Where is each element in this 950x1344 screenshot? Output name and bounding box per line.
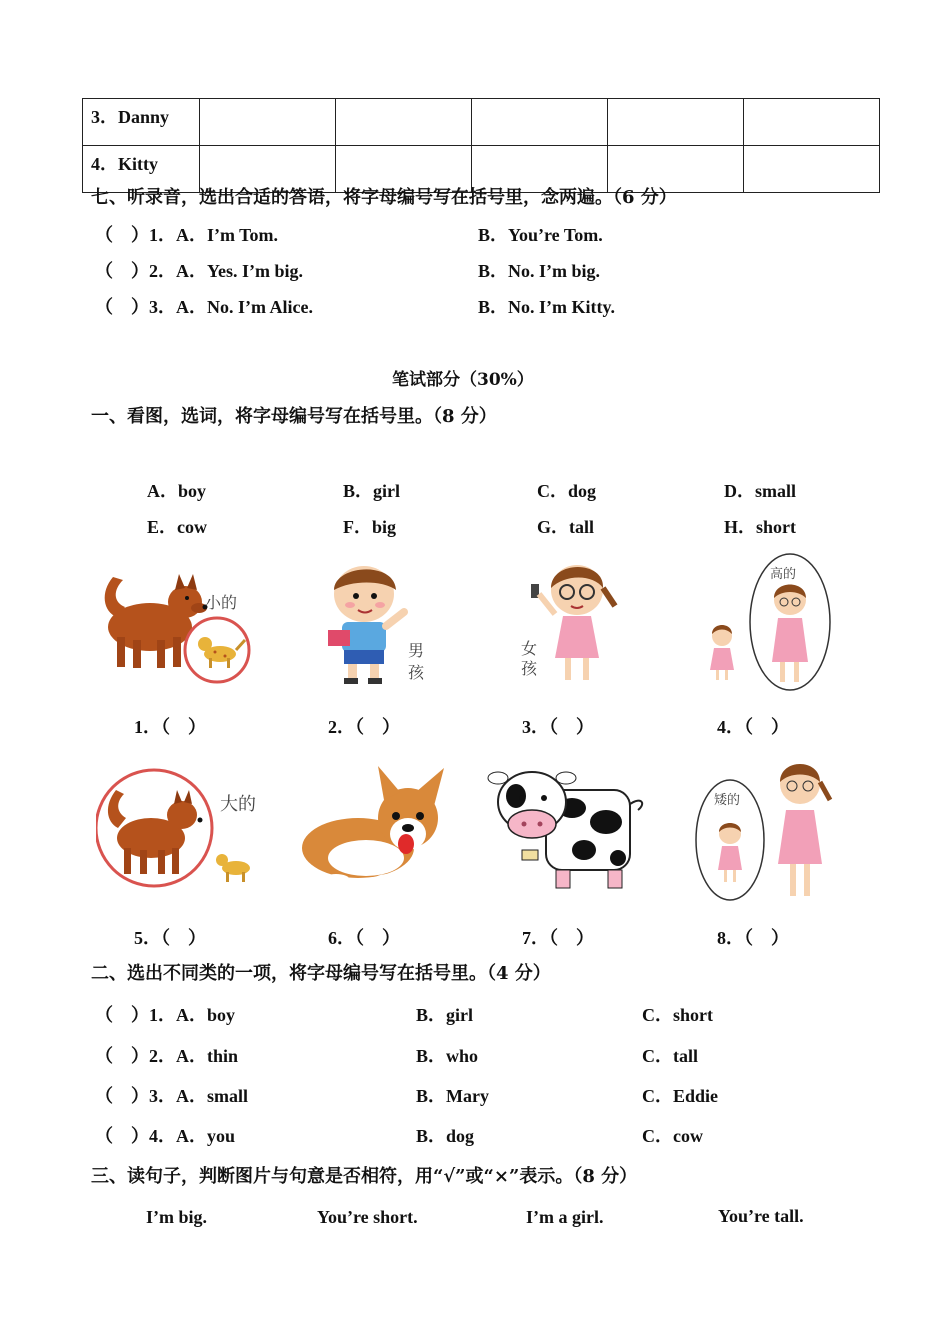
- p2-q3-a: （ ）3．A．small: [95, 1086, 248, 1106]
- label-big: 大的: [220, 794, 256, 815]
- picture-3-girl: [515, 558, 625, 688]
- table-row: [83, 99, 880, 146]
- label-boy-2: 孩: [408, 663, 425, 682]
- label-tall: 高的: [770, 567, 797, 582]
- written-title: 笔试部分（30%）: [392, 370, 534, 390]
- table-cell[interactable]: [336, 99, 472, 146]
- p2-q4-b: B．dog: [416, 1126, 475, 1146]
- s7-q1-b: B．You’re Tom.: [478, 225, 603, 245]
- s7-q3-a: （ ）3．A．No. I’m Alice.: [95, 297, 313, 317]
- sentence-2: You’re short.: [317, 1207, 418, 1227]
- label-short: 矮的: [714, 793, 741, 808]
- option-a: A．boy: [147, 481, 207, 501]
- s7-q2-a: （ ）2．A．Yes. I’m big.: [95, 261, 304, 281]
- option-f: F．big: [343, 517, 397, 537]
- answer-4[interactable]: 4．（ ）: [717, 717, 789, 737]
- answer-8[interactable]: 8．（ ）: [717, 928, 789, 948]
- picture-7-cow: [486, 760, 652, 895]
- label-girl-2: 孩: [521, 659, 538, 678]
- label-small: 小的: [205, 593, 238, 612]
- option-d: D．small: [724, 481, 796, 501]
- table-cell[interactable]: [744, 146, 880, 193]
- table-cell[interactable]: [472, 99, 608, 146]
- label-boy-1: 男: [408, 641, 425, 660]
- s7-q2-b: B．No. I’m big.: [478, 261, 601, 281]
- answer-table: [82, 98, 880, 193]
- section7-heading: 七、听录音，选出合适的答语，将字母编号写在括号里，念两遍。（6 分）: [91, 187, 677, 208]
- sentence-3: I’m a girl.: [526, 1207, 604, 1227]
- label-girl-1: 女: [521, 639, 538, 658]
- answer-6[interactable]: 6．（ ）: [328, 928, 400, 948]
- answer-2[interactable]: 2．（ ）: [328, 717, 400, 737]
- p2-q1-c: C．short: [642, 1005, 713, 1025]
- answer-1[interactable]: 1．（ ）: [134, 717, 206, 737]
- sentence-4: You’re tall.: [718, 1206, 804, 1226]
- p2-q3-b: B．Mary: [416, 1086, 489, 1106]
- p2-q2-c: C．tall: [642, 1046, 698, 1066]
- p2-q2-b: B．who: [416, 1046, 479, 1066]
- table-cell[interactable]: [744, 99, 880, 146]
- p2-q4-a: （ ）4．A．you: [95, 1126, 236, 1146]
- part2-heading: 二、选出不同类的一项，将字母编号写在括号里。（4 分）: [91, 963, 551, 984]
- row-name: 4．Kitty: [83, 146, 200, 193]
- picture-4-tall: [694, 552, 839, 694]
- table-cell[interactable]: [200, 99, 336, 146]
- answer-3[interactable]: 3．（ ）: [522, 717, 594, 737]
- part3-heading: 三、读句子，判断图片与句意是否相符，用“√”或“×”表示。（8 分）: [91, 1166, 638, 1187]
- p2-q1-b: B．girl: [416, 1005, 473, 1025]
- p2-q1-a: （ ）1．A．boy: [95, 1005, 236, 1025]
- sentence-1: I’m big.: [146, 1207, 208, 1227]
- option-b: B．girl: [343, 481, 400, 501]
- picture-6-dog: [296, 762, 456, 892]
- row-name: 3．Danny: [83, 99, 200, 146]
- option-c: C．dog: [537, 481, 597, 501]
- p2-q3-c: C．Eddie: [642, 1086, 719, 1106]
- answer-5[interactable]: 5．（ ）: [134, 928, 206, 948]
- option-g: G．tall: [537, 517, 594, 537]
- s7-q1-a: （ ）1．A．I’m Tom.: [95, 225, 279, 245]
- picture-2-boy: [312, 560, 442, 690]
- picture-8-short: [694, 752, 839, 902]
- picture-1-small-dog: [95, 552, 260, 692]
- p2-q4-c: C．cow: [642, 1126, 703, 1146]
- p2-q2-a: （ ）2．A．thin: [95, 1046, 239, 1066]
- option-h: H．short: [724, 517, 796, 537]
- option-e: E．cow: [147, 517, 207, 537]
- s7-q3-b: B．No. I’m Kitty.: [478, 297, 615, 317]
- part1-heading: 一、看图，选词，将字母编号写在括号里。（8 分）: [91, 406, 497, 427]
- picture-5-big-dog: [96, 760, 271, 895]
- table-cell[interactable]: [608, 99, 744, 146]
- answer-7[interactable]: 7．（ ）: [522, 928, 594, 948]
